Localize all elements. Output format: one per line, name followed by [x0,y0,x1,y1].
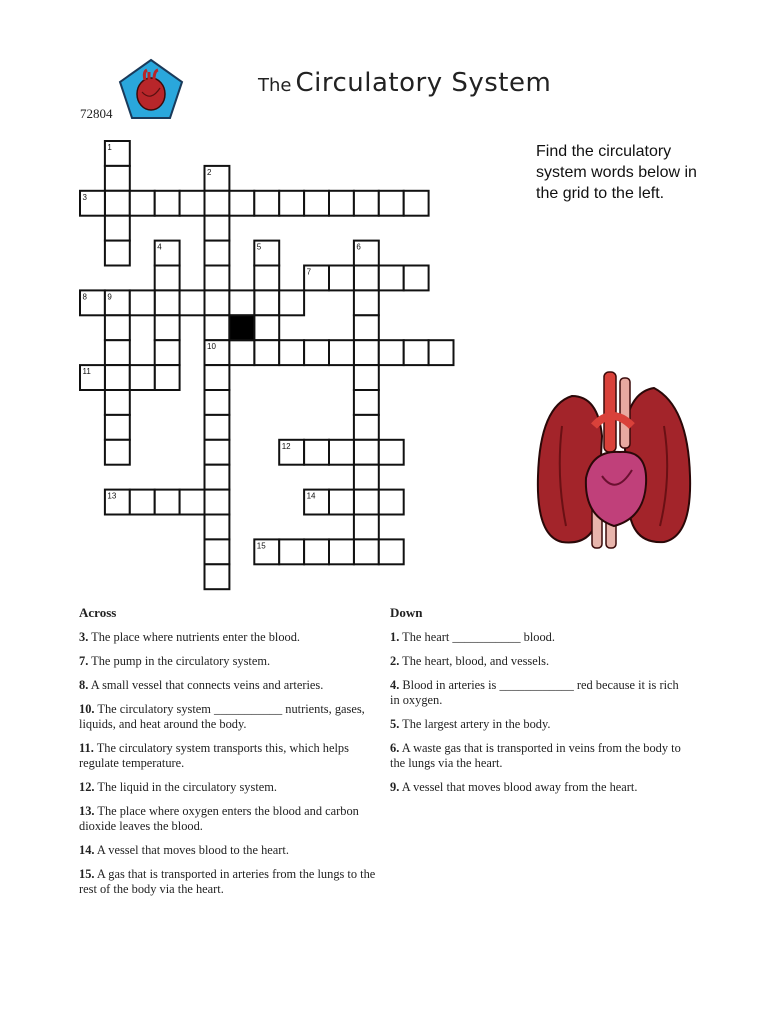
grid-cell[interactable] [329,539,354,564]
grid-cell[interactable] [429,340,454,365]
grid-cell[interactable] [105,191,130,216]
grid-cell[interactable] [254,191,279,216]
grid-cell[interactable] [379,490,404,515]
grid-cell[interactable] [130,365,155,390]
grid-cell[interactable] [279,290,304,315]
title-prefix: The [258,75,292,96]
grid-cell[interactable] [379,191,404,216]
grid-cell[interactable] [229,290,254,315]
grid-cell[interactable] [229,340,254,365]
cell-number: 9 [107,292,112,302]
across-clue [79,867,379,897]
across-clue [79,804,379,834]
across-heading: Across [79,605,117,620]
grid-cell[interactable] [329,266,354,291]
cell-number: 4 [157,242,162,252]
grid-cell[interactable] [205,266,230,291]
grid-cell[interactable] [354,465,379,490]
cell-number: 15 [256,541,266,551]
grid-cell[interactable] [205,415,230,440]
grid-cell[interactable] [155,490,180,515]
heart-lungs-illustration [532,366,694,552]
clue-text: The circulatory system ___________ nutrients, gases, liquids, and heat around the body. [79,702,365,731]
down-clue [390,741,690,771]
clue-text: The liquid in the circulatory system. [97,780,277,794]
grid-cell[interactable] [354,290,379,315]
grid-cell[interactable] [379,266,404,291]
across-clue [79,702,379,732]
grid-cell[interactable] [354,315,379,340]
grid-cell[interactable] [105,241,130,266]
grid-cell[interactable] [254,315,279,340]
grid-cell[interactable] [354,539,379,564]
grid-cell[interactable] [404,340,429,365]
grid-cell[interactable] [205,365,230,390]
grid-cell[interactable] [205,564,230,589]
clue-number: 1. [390,630,400,644]
clue-number: 9. [390,780,400,794]
clue-number: 12. [79,780,95,794]
down-clue [390,780,690,795]
cell-number: 10 [207,342,216,352]
across-clue [79,741,379,771]
grid-cell[interactable] [354,340,379,365]
grid-cell[interactable] [180,191,205,216]
grid-cell[interactable] [354,440,379,465]
cell-number: 6 [356,242,361,252]
clue-text: The circulatory system transports this, which helps regulate temperature. [79,741,349,770]
clue-number: 11. [79,741,94,755]
clue-text: The pump in the circulatory system. [91,654,271,668]
clue-text: A small vessel that connects veins and arteries. [90,678,324,692]
grid-cell[interactable] [379,440,404,465]
grid-cell[interactable] [304,191,329,216]
cell-number: 14 [306,491,316,501]
grid-cell[interactable] [205,290,230,315]
grid-cell[interactable] [304,440,329,465]
grid-cell[interactable] [205,191,230,216]
cell-number: 1 [107,143,112,152]
across-clue [79,630,379,645]
blocked-cell [229,315,254,340]
grid-cell[interactable] [354,515,379,540]
grid-cell[interactable] [279,539,304,564]
grid-cell[interactable] [130,290,155,315]
clue-number: 8. [79,678,89,692]
grid-cell[interactable] [279,340,304,365]
clue-text: The place where oxygen enters the blood and carbon dioxide leaves the blood. [79,804,359,833]
clue-text: A gas that is transported in arteries from the lungs to the rest of the body via the heart. [79,867,376,896]
grid-cell[interactable] [254,290,279,315]
grid-cell[interactable] [354,365,379,390]
cell-number: 3 [82,192,87,202]
grid-cell[interactable] [379,340,404,365]
grid-cell[interactable] [205,490,230,515]
grid-cell[interactable] [105,440,130,465]
grid-cell[interactable] [155,191,180,216]
clue-text: A vessel that moves blood away from the heart. [401,780,638,794]
across-clue [79,654,379,669]
cell-number: 11 [82,367,91,377]
clue-number: 7. [79,654,89,668]
cell-number: 7 [306,267,312,277]
across-clues [79,605,379,906]
clue-text: Blood in arteries is ____________ red because it is rich in oxygen. [390,678,679,707]
grid-cell[interactable] [354,390,379,415]
clue-number: 4. [390,678,400,692]
grid-cell[interactable] [354,415,379,440]
title-main: Circulatory System [295,68,552,98]
grid-cell[interactable] [404,266,429,291]
grid-cell[interactable] [229,191,254,216]
grid-cell[interactable] [155,315,180,340]
clue-number: 15. [79,867,95,881]
clue-number: 3. [79,630,89,644]
grid-cell[interactable] [279,191,304,216]
grid-cell[interactable] [254,266,279,291]
across-clue [79,843,379,858]
clue-number: 2. [390,654,400,668]
grid-cell[interactable] [329,440,354,465]
grid-cell[interactable] [205,216,230,241]
grid-cell[interactable] [304,539,329,564]
clue-text: A vessel that moves blood to the heart. [96,843,289,857]
grid-cell[interactable] [155,340,180,365]
clue-number: 6. [390,741,400,755]
clue-text: The place where nutrients enter the blood. [91,630,301,644]
grid-cell[interactable] [105,166,130,191]
down-clue [390,654,690,669]
grid-cell[interactable] [205,440,230,465]
grid-cell[interactable] [180,290,205,315]
worksheet-code: 72804 [80,106,113,121]
grid-cell[interactable] [105,340,130,365]
down-clue [390,678,690,708]
grid-cell[interactable] [105,216,130,241]
clue-number: 13. [79,804,95,818]
cell-number: 12 [281,441,291,451]
grid-cell[interactable] [205,241,230,266]
cell-number: 5 [256,242,262,252]
cell-number: 2 [207,167,212,177]
grid-cell[interactable] [354,266,379,291]
grid-cell[interactable] [329,490,354,515]
grid-cell[interactable] [354,490,379,515]
clue-number: 10. [79,702,95,716]
across-clue [79,678,379,693]
down-heading: Down [390,605,423,620]
instructions-text: Find the circulatory system words below in the grid to the left. [536,143,697,202]
grid-cell[interactable] [205,515,230,540]
clue-text: The heart ___________ blood. [402,630,555,644]
grid-cell[interactable] [304,340,329,365]
grid-cell[interactable] [130,191,155,216]
grid-cell[interactable] [205,539,230,564]
clue-number: 14. [79,843,95,857]
grid-cell[interactable] [254,340,279,365]
grid-cell[interactable] [205,390,230,415]
grid-cell[interactable] [379,539,404,564]
grid-cell[interactable] [404,191,429,216]
grid-cell[interactable] [205,465,230,490]
grid-cell[interactable] [354,191,379,216]
clue-text: A waste gas that is transported in veins from the body to the lungs via the heart. [390,741,681,770]
grid-cell[interactable] [155,290,180,315]
down-clues [390,605,690,804]
grid-cell[interactable] [329,340,354,365]
grid-cell[interactable] [105,365,130,390]
grid-cell[interactable] [105,415,130,440]
clue-text: The largest artery in the body. [402,717,551,731]
grid-cell[interactable] [205,315,230,340]
grid-cell[interactable] [155,365,180,390]
down-clue [390,717,690,732]
grid-cell[interactable] [155,266,180,291]
clue-number: 5. [390,717,400,731]
cell-number: 8 [82,292,87,302]
cell-number: 13 [107,491,117,501]
grid-cell[interactable] [105,315,130,340]
grid-cell[interactable] [329,191,354,216]
grid-cell[interactable] [130,490,155,515]
across-clue [79,780,379,795]
down-clue [390,630,690,645]
clue-text: The heart, blood, and vessels. [402,654,550,668]
grid-cell[interactable] [105,390,130,415]
grid-cell[interactable] [180,490,205,515]
